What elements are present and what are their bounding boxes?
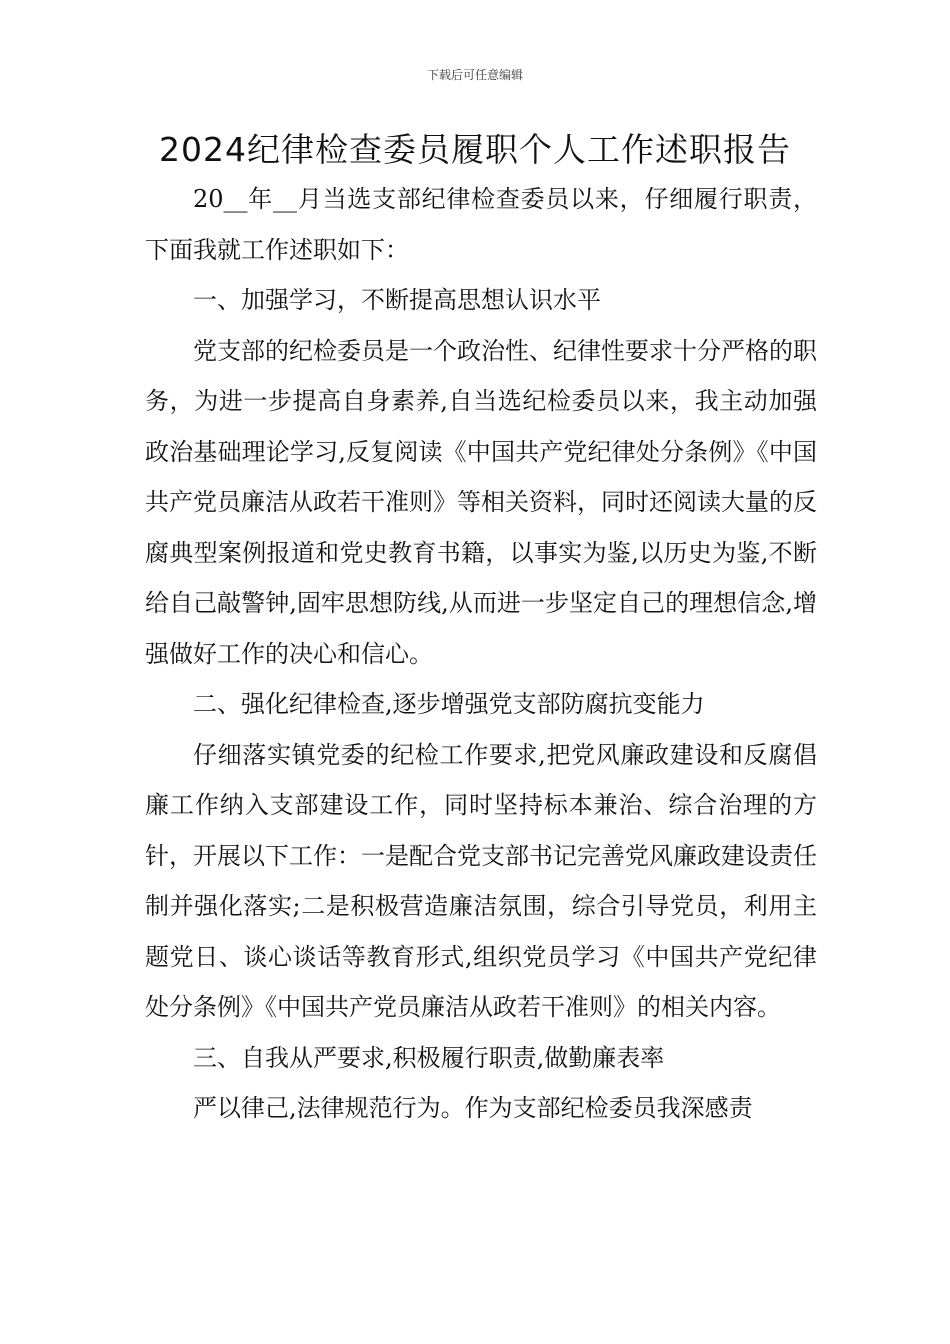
header-note: 下载后可任意编辑 <box>426 68 523 82</box>
intro-paragraph: 20__年__月当选支部纪律检查委员以来，仔细履行职责，下面我就工作述职如下： <box>145 185 817 264</box>
document-title: 2024纪律检查委员履职个人工作述职报告 <box>159 130 791 169</box>
section-heading-3: 三、自我从严要求,积极履行职责,做勤廉表率 <box>193 1043 665 1072</box>
section-heading-1: 一、加强学习，不断提高思想认识水平 <box>193 286 601 314</box>
section-paragraph-1: 党支部的纪检委员是一个政治性、纪律性要求十分严格的职务，为进一步提高自身素养,自当选纪检委员以来，我主动加强政治基础理论学习,反复阅读《中国共产党纪律处分条例》《中国共产党员廉洁从政若干准则》等相关资料，同时还阅读大量的反腐典型案例报道和党史教育书籍，以事实为鉴,以历史为鉴,不断给自己敲警钟,固牢思想防线,从而进一步坚定自己的理想信念,增强做好工作的决心和信心。 <box>145 336 817 668</box>
section-paragraph-3: 严以律己,法律规范行为。作为支部纪检委员我深感责 <box>193 1094 753 1122</box>
section-heading-2: 二、强化纪律检查,逐步增强党支部防腐抗变能力 <box>193 690 705 718</box>
document-body <box>145 174 817 1134</box>
section-paragraph-2: 仔细落实镇党委的纪检工作要求,把党风廉政建设和反腐倡廉工作纳入支部建设工作，同时坚持标本兼治、综合治理的方针，开展以下工作：一是配合党支部书记完善党风廉政建设责任制并强化落实;二是积极营造廉洁氛围，综合引导党员，利用主题党日、谈心谈话等教育形式,组织党员学习《中国共产党纪律处分条例》《中国共产党员廉洁从政若干准则》的相关内容。 <box>145 740 817 1021</box>
